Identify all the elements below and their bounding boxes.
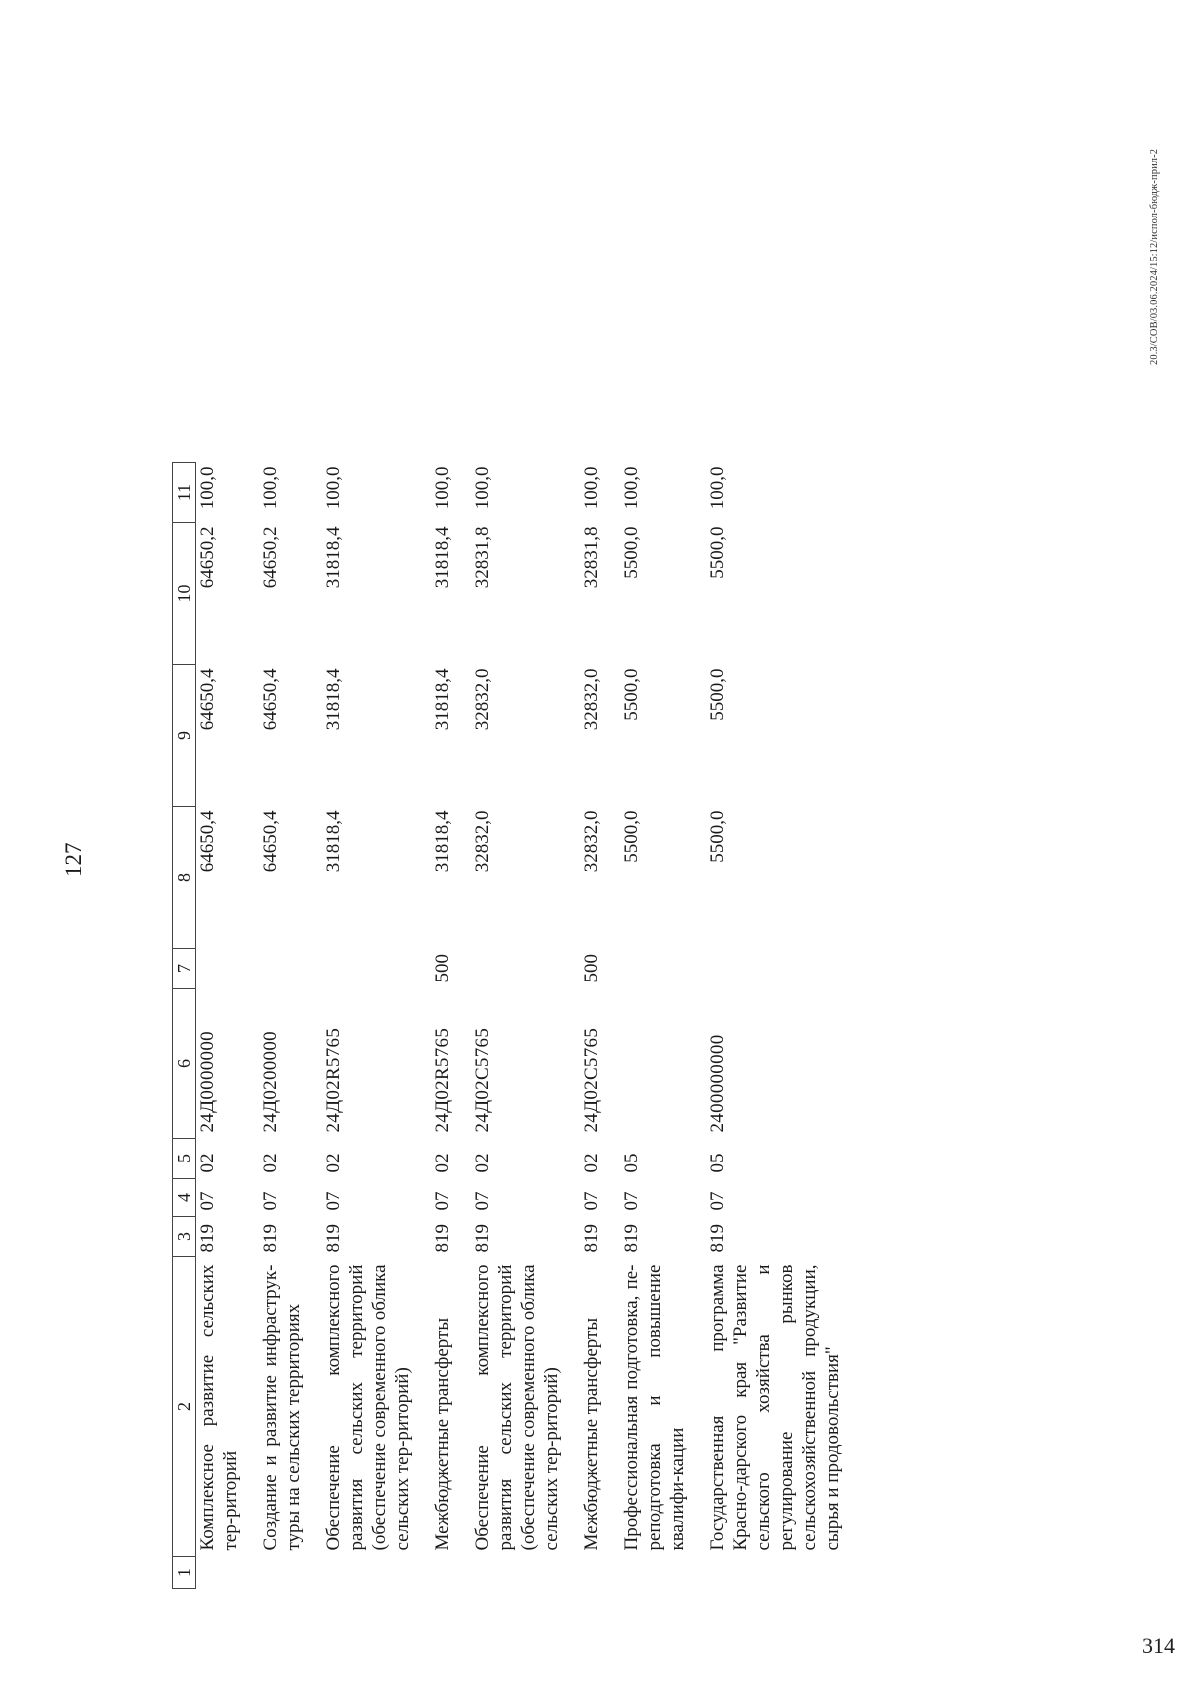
table-cell [322, 949, 431, 989]
table-cell: 31818,4 [432, 810, 453, 873]
col-header-5: 5 [173, 1139, 196, 1179]
table-cell [322, 1557, 431, 1589]
row-name-cell: Межбюджетные трансферты [432, 1317, 453, 1551]
col-header-3: 3 [173, 1217, 196, 1257]
table-cell [706, 949, 861, 989]
table-cell: 02 [472, 1153, 493, 1173]
table-cell: 100,0 [260, 466, 281, 510]
document-page-number: 127 [61, 842, 86, 877]
table-cell: 64650,4 [197, 668, 218, 731]
table-cell: 07 [621, 1191, 642, 1211]
table-cell: 819 [323, 1224, 344, 1253]
col-header-6: 6 [173, 989, 196, 1139]
table-cell: 24Д02R5765 [432, 1027, 453, 1133]
table-cell: 819 [432, 1224, 453, 1253]
row-name-cell: Профессиональная подготовка, пе-реподготовка и повышение квалифи-кации [621, 1264, 688, 1551]
table-cell [620, 1557, 706, 1589]
footer-document-code: 20.3/СОВ/03.06.2024/15:12/испол-бюдж-прил-2 [1149, 148, 1160, 365]
table-cell: 32831,8 [581, 526, 602, 589]
table-cell: 05 [707, 1153, 728, 1173]
table-row [706, 463, 861, 1589]
table-cell: 100,0 [472, 466, 493, 510]
table-row [580, 463, 620, 1589]
table-cell: 07 [472, 1191, 493, 1211]
table-cell: 24Д02R5765 [323, 1027, 344, 1133]
table-cell: 100,0 [432, 466, 453, 510]
row-name-cell: Межбюджетные трансферты [581, 1317, 602, 1551]
col-header-10: 10 [173, 523, 196, 665]
row-name-cell: Создание и развитие инфраструк-туры на сельских территориях [260, 1264, 304, 1551]
table-cell: 02 [197, 1153, 218, 1173]
table-cell [620, 949, 706, 989]
row-name-cell: Комплексное развитие сельских тер-риторий [197, 1264, 241, 1551]
table-cell: 819 [260, 1224, 281, 1253]
col-header-2: 2 [173, 1257, 196, 1557]
table-cell: 100,0 [707, 466, 728, 510]
table-cell: 64650,2 [197, 526, 218, 589]
table-cell: 05 [621, 1153, 642, 1173]
table-cell: 5500,0 [707, 668, 728, 721]
table-cell: 500 [581, 954, 602, 983]
table-cell: 24Д0200000 [260, 1031, 281, 1133]
table-cell: 5500,0 [707, 526, 728, 579]
table-cell: 24Д02С5765 [581, 1027, 602, 1133]
table-cell [259, 949, 322, 989]
table-cell: 819 [581, 1224, 602, 1253]
table-cell: 5500,0 [621, 526, 642, 579]
row-name-cell: Обеспечение комплексного развития сельских территорий (обеспечение современного облика сельских тер-риторий) [323, 1264, 413, 1551]
table-cell: 64650,2 [260, 526, 281, 589]
table-row [431, 463, 471, 1589]
table-cell: 07 [581, 1191, 602, 1211]
table-cell: 31818,4 [432, 668, 453, 731]
table-cell: 2400000000 [707, 1034, 728, 1133]
table-cell: 02 [323, 1153, 344, 1173]
table-cell: 24Д0000000 [197, 1031, 218, 1133]
table-cell [471, 949, 580, 989]
table-cell: 819 [472, 1224, 493, 1253]
table-row [322, 463, 431, 1589]
col-header-8: 8 [173, 807, 196, 949]
col-header-4: 4 [173, 1179, 196, 1217]
table-cell: 07 [197, 1191, 218, 1211]
table-cell: 32832,0 [472, 668, 493, 731]
table-cell [471, 1557, 580, 1589]
table-cell: 100,0 [581, 466, 602, 510]
table-cell: 24Д02С5765 [472, 1027, 493, 1133]
table-cell: 31818,4 [323, 668, 344, 731]
table-cell: 5500,0 [621, 668, 642, 721]
table-cell: 02 [260, 1153, 281, 1173]
table-cell [431, 1557, 471, 1589]
table-cell: 819 [707, 1224, 728, 1253]
table-cell: 5500,0 [707, 810, 728, 863]
table-cell [580, 1557, 620, 1589]
table-cell [196, 1557, 260, 1589]
table-cell: 07 [432, 1191, 453, 1211]
table-cell: 5500,0 [621, 810, 642, 863]
table-cell: 31818,4 [323, 810, 344, 873]
table-cell: 100,0 [323, 466, 344, 510]
col-header-11: 11 [173, 463, 196, 523]
table-cell: 500 [432, 954, 453, 983]
table-cell: 32832,0 [581, 810, 602, 873]
page-number: 314 [1142, 1633, 1175, 1658]
table-cell [620, 989, 706, 1139]
row-name-cell: Государственная программа Красно-дарского края "Развитие сельского хозяйства и регулирование рынков сельскохозяйственной продукции, сырья и продовольствия" [707, 1264, 843, 1551]
table-cell: 819 [197, 1224, 218, 1253]
table-header-row [173, 463, 196, 1589]
table-cell: 100,0 [621, 466, 642, 510]
table-cell: 819 [621, 1224, 642, 1253]
budget-table [172, 462, 861, 1589]
table-cell: 02 [581, 1153, 602, 1173]
col-header-1: 1 [173, 1557, 196, 1589]
table-cell: 32831,8 [472, 526, 493, 589]
table-row [620, 463, 706, 1589]
table-row [471, 463, 580, 1589]
table-cell [259, 1557, 322, 1589]
row-name-cell: Обеспечение комплексного развития сельских территорий (обеспечение современного облика сельских тер-риторий) [472, 1264, 562, 1551]
table-cell: 31818,4 [432, 526, 453, 589]
table-cell: 64650,4 [260, 668, 281, 731]
table-cell: 31818,4 [323, 526, 344, 589]
table-cell: 02 [432, 1153, 453, 1173]
table-cell [196, 949, 260, 989]
table-row [259, 463, 322, 1589]
table-cell: 07 [707, 1191, 728, 1211]
table-cell: 64650,4 [260, 810, 281, 873]
table-row [196, 463, 260, 1589]
table-cell: 07 [260, 1191, 281, 1211]
table-cell: 07 [323, 1191, 344, 1211]
col-header-7: 7 [173, 949, 196, 989]
table-cell: 32832,0 [472, 810, 493, 873]
table-cell: 64650,4 [197, 810, 218, 873]
col-header-9: 9 [173, 665, 196, 807]
table-cell: 32832,0 [581, 668, 602, 731]
table-cell [706, 1557, 861, 1589]
table-cell: 100,0 [197, 466, 218, 510]
